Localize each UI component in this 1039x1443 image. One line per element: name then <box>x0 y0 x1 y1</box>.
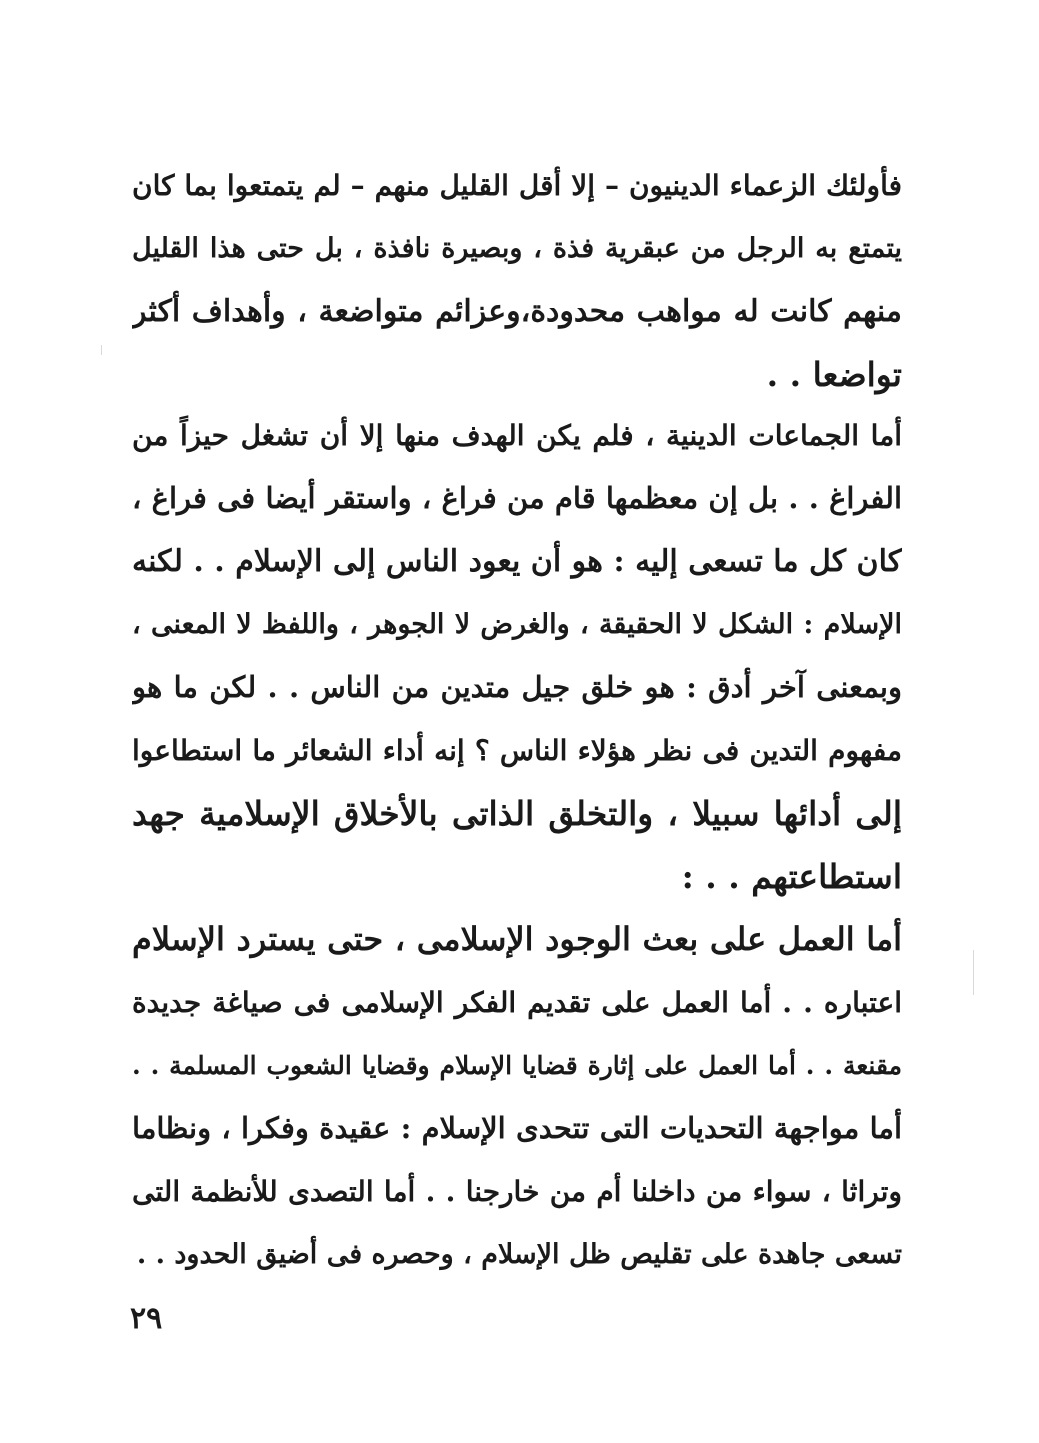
text-line: وبمعنى آخر أدق : هو خلق جيل متدين من الناس . . لكن ما هو <box>132 670 902 704</box>
text-line: يتمتع به الرجل من عبقرية فذة ، وبصيرة نافذة ، بل حتى هذا القليل <box>132 233 902 264</box>
text-line: مفهوم التدين فى نظر هؤلاء الناس ؟ إنه أداء الشعائر ما استطاعوا <box>132 734 902 767</box>
text-line: الإسلام : الشكل لا الحقيقة ، والغرض لا الجوهر ، واللفظ لا المعنى ، <box>132 609 902 640</box>
scan-artifact <box>101 345 102 355</box>
text-line: أما الجماعات الدينية ، فلم يكن الهدف منها إلا أن تشغل حيزاً من <box>132 419 902 452</box>
text-line: منهم كانت له مواهب محدودة،وعزائم متواضعة ، وأهداف أكثر <box>132 294 902 329</box>
text-line: فأولئك الزعماء الدينيون – إلا أقل القليل منهم – لم يتمتعوا بما كان <box>132 169 902 202</box>
paragraph <box>132 404 902 908</box>
text-line: استطاعتهم . . : <box>681 857 902 896</box>
text-line: أما مواجهة التحديات التى تتحدى الإسلام : عقيدة وفكرا ، ونظاما <box>132 1111 902 1145</box>
text-line: تواضعا . . <box>766 355 902 394</box>
text-line: مقنعة . . أما العمل على إثارة قضايا الإسلام وقضايا الشعوب المسلمة . . <box>132 1051 902 1080</box>
text-line: وتراثا ، سواء من داخلنا أم من خارجنا . . أما التصدى للأنظمة التى <box>132 1175 902 1208</box>
text-line: الفراغ . . بل إن معظمها قام من فراغ ، واستقر أيضا فى فراغ ، <box>132 481 902 515</box>
text-line: كان كل ما تسعى إليه : هو أن يعود الناس إلى الإسلام . . لكنه <box>132 544 902 579</box>
scan-artifact <box>973 950 974 995</box>
paragraph <box>132 908 902 1286</box>
text-line: إلى أدائها سبيلا ، والتخلق الذاتى بالأخلاق الإسلامية جهد <box>132 794 902 833</box>
page-number: ٢٩ <box>130 1301 163 1336</box>
text-line: اعتباره . . أما العمل على تقديم الفكر الإسلامى فى صياغة جديدة <box>132 986 902 1019</box>
paragraph <box>132 154 902 406</box>
text-line: أما العمل على بعث الوجود الإسلامى ، حتى يسترد الإسلام <box>132 920 902 958</box>
text-line: تسعى جاهدة على تقليص ظل الإسلام ، وحصره فى أضيق الحدود . . <box>136 1239 902 1270</box>
